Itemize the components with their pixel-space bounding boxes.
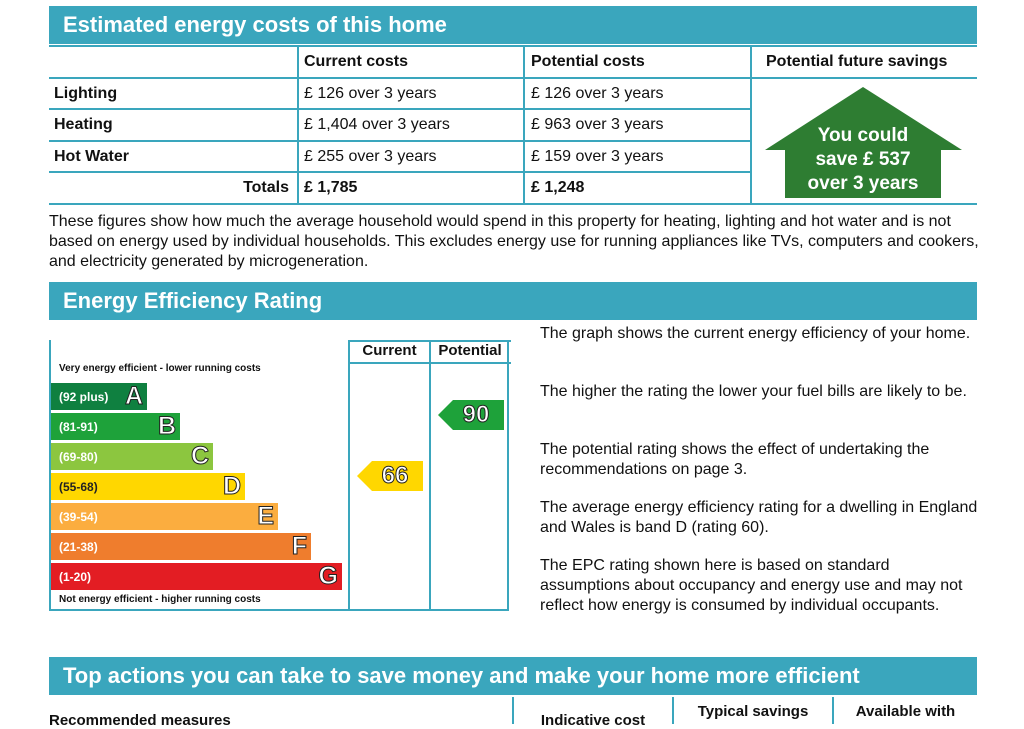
- table-line: [751, 77, 977, 79]
- rating-paragraph-1: The graph shows the current energy efficiency of your home.: [540, 325, 971, 342]
- savings-line-2: save £ 537: [815, 149, 911, 170]
- band-b-range: (81-91): [59, 419, 98, 434]
- table-col-line: [750, 45, 752, 205]
- band-f-range: (21-38): [59, 539, 98, 554]
- band-e-letter: E: [257, 502, 274, 530]
- lighting-potential: £ 126 over 3 years: [531, 84, 664, 102]
- bottom-efficiency-label: Not energy efficient - higher running costs: [59, 594, 261, 605]
- hot-water-current: £ 255 over 3 years: [304, 147, 437, 165]
- potential-rating-arrow: [438, 400, 504, 430]
- band-b-bar: [51, 413, 180, 440]
- table-col-line: [297, 45, 299, 205]
- savings-line-3: over 3 years: [807, 173, 919, 194]
- header-current-costs: Current costs: [304, 53, 409, 70]
- band-f-letter: F: [291, 532, 307, 560]
- band-c-letter: C: [190, 442, 209, 470]
- savings-house-icon: [765, 87, 962, 198]
- costs-section-header: [49, 6, 977, 44]
- actions-section-header: [49, 657, 977, 695]
- rating-paragraph-3: The potential rating shows the effect of undertaking the recommendations on page 3.: [540, 441, 930, 478]
- row-label-lighting: Lighting: [54, 84, 118, 102]
- rating-paragraph-4: The average energy efficiency rating for a dwelling in England and Wales is band D (rating 60).: [540, 499, 978, 536]
- col-indicative-cost: Indicative cost: [540, 712, 646, 729]
- rating-col-line: [429, 340, 431, 611]
- band-c-bar: [51, 443, 213, 470]
- band-e-range: (39-54): [59, 509, 98, 524]
- band-e-bar: [51, 503, 278, 530]
- band-g-bar: [51, 563, 342, 590]
- col-current-label: Current: [362, 342, 417, 359]
- heating-potential: £ 963 over 3 years: [531, 116, 664, 133]
- costs-section-title: Estimated energy costs of this home: [63, 12, 447, 37]
- actions-section-title: Top actions you can take to save money and make your home more efficient: [63, 663, 860, 688]
- totals-label: Totals: [243, 179, 289, 196]
- totals-potential: £ 1,248: [531, 179, 585, 196]
- heating-current: £ 1,404 over 3 years: [304, 116, 450, 133]
- header-future-savings: Potential future savings: [766, 53, 948, 70]
- band-a-bar: [51, 383, 147, 410]
- header-potential-costs: Potential costs: [531, 53, 645, 70]
- band-a-letter: A: [124, 382, 143, 410]
- totals-current: £ 1,785: [304, 179, 358, 196]
- rating-paragraph-5: The EPC rating shown here is based on standard assumptions about occupancy and energy use and may not reflect how energy is consumed by individual occupants.: [540, 557, 963, 614]
- band-g-range: (1-20): [59, 569, 92, 584]
- savings-text: [785, 124, 941, 196]
- band-f-bar: [51, 533, 311, 560]
- row-label-hot-water: Hot Water: [54, 147, 129, 165]
- current-rating-value: 66: [381, 462, 409, 489]
- band-g-letter: G: [318, 562, 338, 590]
- rating-section-title: Energy Efficiency Rating: [63, 288, 323, 313]
- potential-rating-value: 90: [462, 401, 490, 428]
- hot-water-potential: £ 159 over 3 years: [531, 147, 664, 165]
- band-d-bar: [51, 473, 245, 500]
- row-label-heating: Heating: [54, 116, 113, 133]
- lighting-current: £ 126 over 3 years: [304, 84, 437, 102]
- band-d-letter: D: [222, 472, 241, 500]
- top-efficiency-label: Very energy efficient - lower running costs: [59, 363, 261, 374]
- rating-paragraph-2: The higher the rating the lower your fuel bills are likely to be.: [540, 383, 967, 400]
- costs-note: These figures show how much the average household would spend in this property for heating, lighting and hot water and is not based on energy used by individual households. This excludes energy use for running appliances like TVs, computers and cookers, and electricity generated by microgeneration.: [49, 213, 979, 270]
- band-a-range: (92 plus): [59, 389, 109, 404]
- table-bottom-line: [49, 203, 977, 205]
- current-rating-arrow: [357, 461, 423, 491]
- rating-col-line: [348, 340, 350, 611]
- col-potential-label: Potential: [438, 342, 502, 359]
- col-available-with: Available with: [855, 703, 956, 720]
- col-typical-savings: Typical savings: [697, 703, 809, 720]
- band-b-letter: B: [157, 412, 176, 440]
- rating-section-header: [49, 282, 977, 320]
- table-col-line: [523, 45, 525, 205]
- band-c-range: (69-80): [59, 449, 98, 464]
- savings-line-1: You could: [817, 125, 909, 146]
- band-d-range: (55-68): [59, 479, 98, 494]
- col-recommended-measures: Recommended measures: [49, 712, 231, 729]
